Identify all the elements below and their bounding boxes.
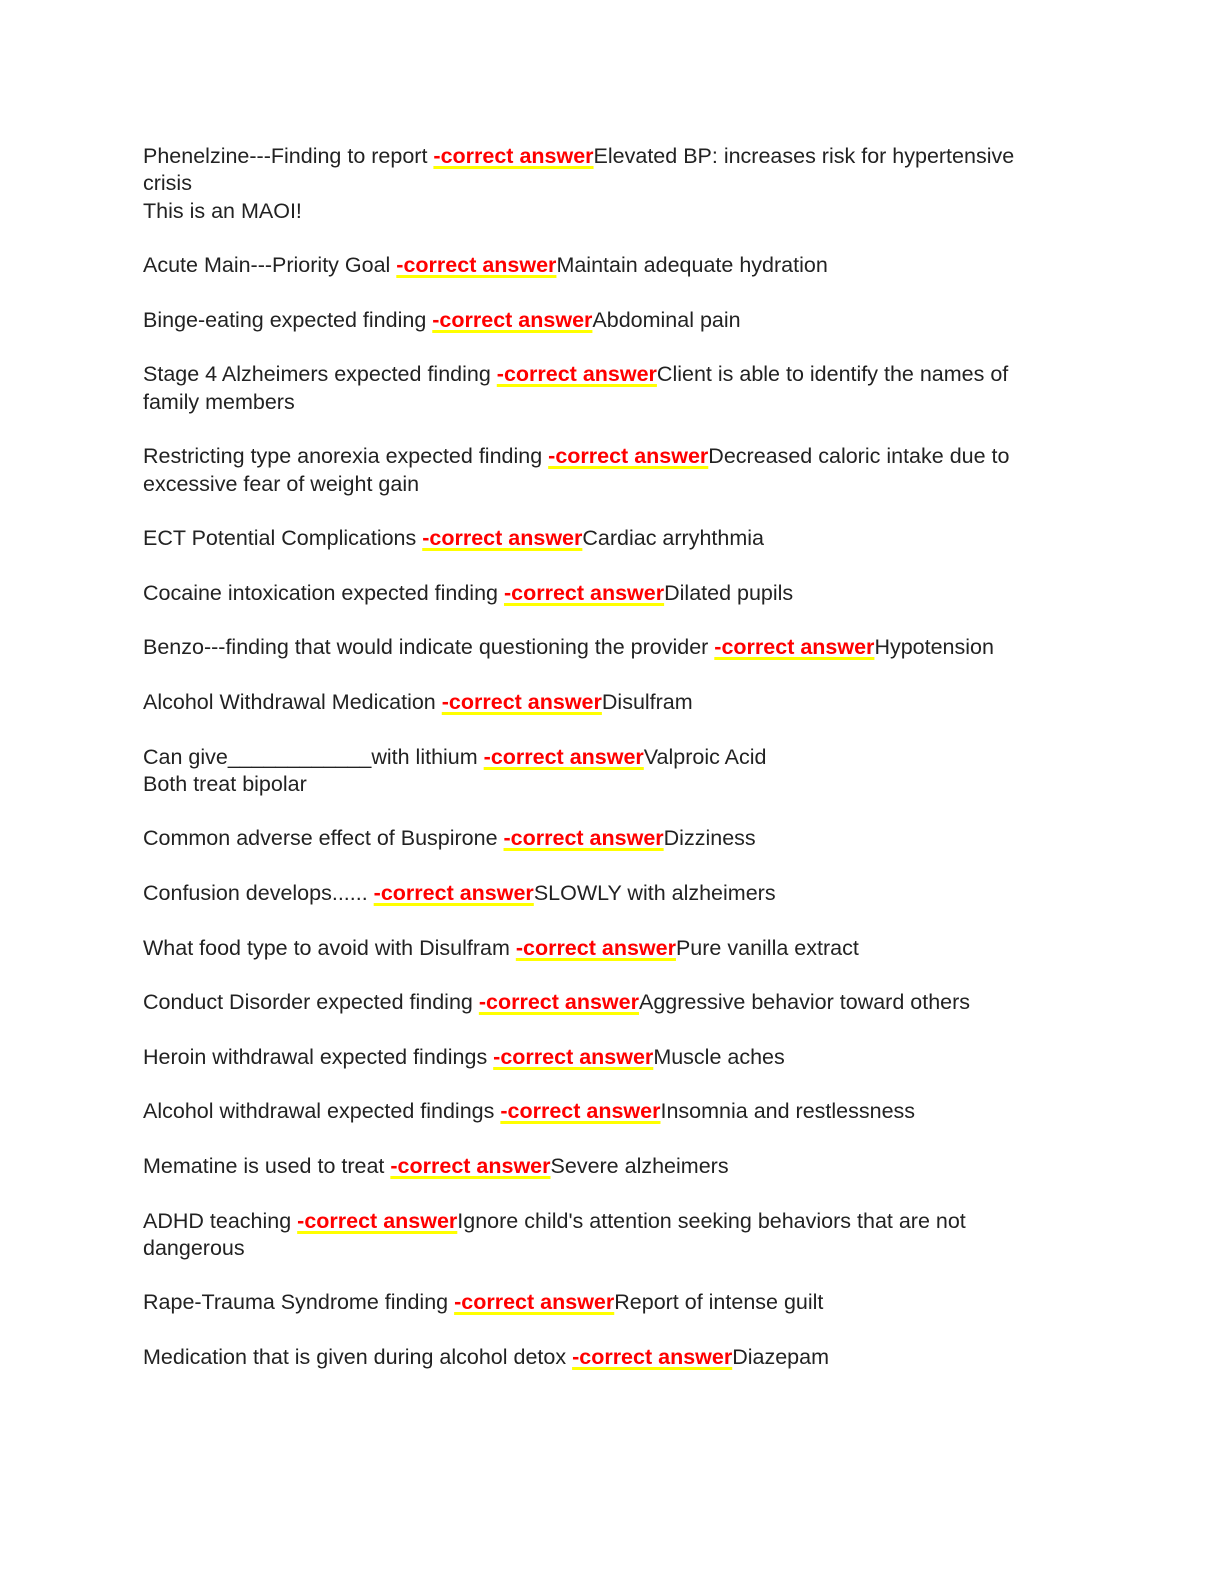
correct-answer-marker: -correct answer xyxy=(478,990,639,1015)
flashcard-entry xyxy=(143,1044,1063,1071)
question-text: Restricting type anorexia expected finding xyxy=(143,444,549,469)
correct-answer-marker: -correct answer xyxy=(503,826,664,851)
flashcard-entry xyxy=(143,252,1063,279)
flashcard-entry xyxy=(143,1208,1063,1263)
flashcard-entry xyxy=(143,825,1063,852)
flashcard-entry xyxy=(143,361,1063,416)
entry-line xyxy=(143,880,1063,907)
question-text: Conduct Disorder expected finding xyxy=(143,990,479,1015)
correct-answer-marker: -correct answer xyxy=(548,444,709,469)
flashcard-entry xyxy=(143,1344,1063,1371)
correct-answer-marker: -correct answer xyxy=(433,144,594,168)
answer-text: SLOWLY with alzheimers xyxy=(533,881,776,906)
entry-line xyxy=(143,1044,1063,1071)
flashcard-list xyxy=(143,143,1063,1399)
answer-text: Dilated pupils xyxy=(664,580,794,605)
flashcard-entry xyxy=(143,989,1063,1016)
entry-line xyxy=(143,252,1063,279)
entry-line xyxy=(143,935,1063,962)
answer-text: Insomnia and restlessness xyxy=(660,1099,916,1124)
answer-text: Ignore child's attention seeking behaviors that are not dangerous xyxy=(143,1208,966,1260)
answer-text: Abdominal pain xyxy=(592,307,741,332)
answer-text: Report of intense guilt xyxy=(614,1290,824,1315)
entry-line xyxy=(143,825,1063,852)
correct-answer-marker: -correct answer xyxy=(515,935,676,960)
question-text: Alcohol Withdrawal Medication xyxy=(143,689,442,714)
flashcard-entry xyxy=(143,634,1063,661)
correct-answer-marker: -correct answer xyxy=(500,1099,661,1124)
entry-line xyxy=(143,689,1063,716)
flashcard-entry xyxy=(143,143,1063,225)
question-text: Common adverse effect of Buspirone xyxy=(143,826,504,851)
entry-line xyxy=(143,525,1063,552)
answer-text: Client is able to identify the names of family members xyxy=(143,362,1009,414)
correct-answer-marker: -correct answer xyxy=(373,881,534,906)
entry-line xyxy=(143,361,1063,416)
question-text: Stage 4 Alzheimers expected finding xyxy=(143,362,497,387)
entry-note: This is an MAOI! xyxy=(143,198,302,223)
correct-answer-marker: -correct answer xyxy=(390,1153,551,1178)
correct-answer-marker: -correct answer xyxy=(432,307,593,332)
correct-answer-marker: -correct answer xyxy=(493,1044,654,1069)
correct-answer-marker: -correct answer xyxy=(714,635,875,660)
question-text: Benzo---finding that would indicate questioning the provider xyxy=(143,635,715,660)
flashcard-entry xyxy=(143,689,1063,716)
answer-text: Aggressive behavior toward others xyxy=(638,990,971,1015)
question-text: What food type to avoid with Disulfram xyxy=(143,935,516,960)
answer-text: Hypotension xyxy=(874,635,994,660)
entry-line xyxy=(143,1098,1063,1125)
correct-answer-marker: -correct answer xyxy=(483,744,644,769)
answer-text: Maintain adequate hydration xyxy=(556,253,828,278)
answer-text: Disulfram xyxy=(601,689,693,714)
flashcard-entry xyxy=(143,744,1063,799)
correct-answer-marker: -correct answer xyxy=(454,1290,615,1315)
correct-answer-marker: -correct answer xyxy=(297,1208,458,1233)
question-text: Phenelzine---Finding to report xyxy=(143,144,434,168)
entry-line xyxy=(143,989,1063,1016)
question-text: Binge-eating expected finding xyxy=(143,307,433,332)
flashcard-entry xyxy=(143,880,1063,907)
entry-line xyxy=(143,443,1063,498)
entry-line xyxy=(143,1344,1063,1371)
question-text: Confusion develops...... xyxy=(143,881,374,906)
answer-text: Elevated BP: increases risk for hypertensive crisis xyxy=(143,144,1015,196)
entry-line xyxy=(143,143,1063,198)
entry-line xyxy=(143,307,1063,334)
entry-line xyxy=(143,1208,1063,1263)
flashcard-entry xyxy=(143,580,1063,607)
question-text: Heroin withdrawal expected findings xyxy=(143,1044,494,1069)
entry-line xyxy=(143,1153,1063,1180)
entry-note: Both treat bipolar xyxy=(143,771,307,796)
flashcard-entry xyxy=(143,525,1063,552)
entry-line xyxy=(143,1289,1063,1316)
correct-answer-marker: -correct answer xyxy=(441,689,602,714)
question-text: Can give____________with lithium xyxy=(143,744,484,769)
correct-answer-marker: -correct answer xyxy=(422,526,583,551)
answer-text: Valproic Acid xyxy=(643,744,767,769)
correct-answer-marker: -correct answer xyxy=(396,253,557,278)
question-text: Cocaine intoxication expected finding xyxy=(143,580,504,605)
answer-text: Muscle aches xyxy=(653,1044,785,1069)
flashcard-entry xyxy=(143,935,1063,962)
entry-line xyxy=(143,580,1063,607)
question-text: Acute Main---Priority Goal xyxy=(143,253,397,278)
flashcard-entry xyxy=(143,443,1063,498)
question-text: Medication that is given during alcohol detox xyxy=(143,1345,573,1370)
answer-text: Pure vanilla extract xyxy=(675,935,859,960)
answer-text: Severe alzheimers xyxy=(550,1153,729,1178)
entry-line xyxy=(143,634,1063,661)
answer-text: Diazepam xyxy=(732,1345,830,1370)
question-text: ADHD teaching xyxy=(143,1208,298,1233)
question-text: Alcohol withdrawal expected findings xyxy=(143,1099,501,1124)
question-text: Rape-Trauma Syndrome finding xyxy=(143,1290,455,1315)
answer-text: Decreased caloric intake due to excessive fear of weight gain xyxy=(143,444,1010,496)
correct-answer-marker: -correct answer xyxy=(572,1345,733,1370)
flashcard-entry xyxy=(143,1153,1063,1180)
answer-text: Dizziness xyxy=(663,826,756,851)
flashcard-entry xyxy=(143,1289,1063,1316)
question-text: Mematine is used to treat xyxy=(143,1153,391,1178)
answer-text: Cardiac arryhthmia xyxy=(582,526,764,551)
entry-line xyxy=(143,744,1063,771)
flashcard-entry xyxy=(143,1098,1063,1125)
correct-answer-marker: -correct answer xyxy=(503,580,665,605)
question-text: ECT Potential Complications xyxy=(143,526,423,551)
flashcard-entry xyxy=(143,307,1063,334)
correct-answer-marker: -correct answer xyxy=(496,362,657,387)
